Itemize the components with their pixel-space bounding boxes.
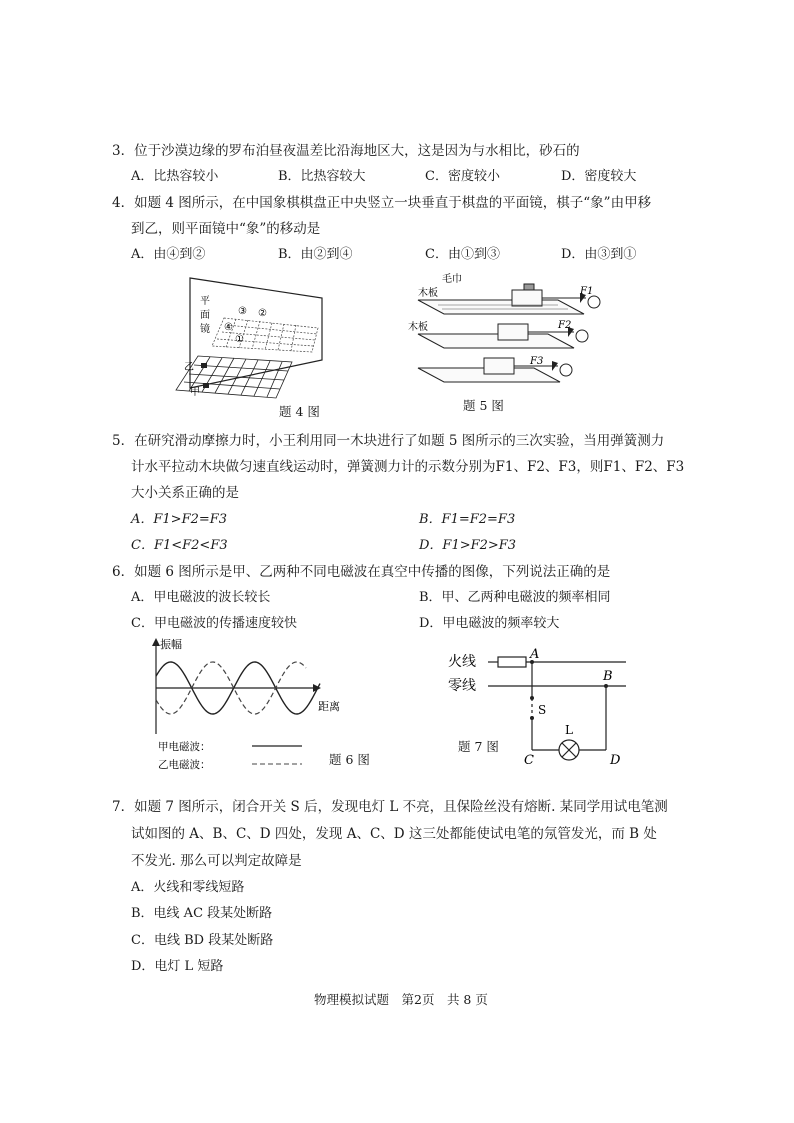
q4-option-b: B．由②到④: [278, 247, 353, 262]
circle-3-label: ③: [238, 306, 247, 317]
label-f1: F1: [580, 286, 594, 297]
q4-stem-line1: 4．如题 4 图所示，在中国象棋棋盘正中央竖立一块垂直于棋盘的平面镜，棋子“象”由甲移: [112, 195, 652, 211]
page-footer: 物理模拟试题 第2页 共 8 页: [314, 992, 488, 1007]
figure-5-friction-setup: [408, 272, 608, 400]
y-axis-label: 振幅: [160, 638, 182, 651]
figure-6-caption: 题 6 图: [329, 752, 370, 767]
q7-option-d: D．电灯 L 短路: [131, 959, 224, 974]
mirror-label-3: 镜: [200, 324, 210, 335]
x-axis-label: 距离: [318, 700, 340, 713]
q7-option-c: C．电线 BD 段某处断路: [131, 933, 274, 948]
q4-option-c: C．由①到③: [425, 247, 500, 262]
mirror-label-1: 平: [200, 296, 210, 307]
q4-option-a: A．由④到②: [131, 247, 206, 262]
label-neutral-wire: 零线: [448, 678, 476, 694]
figure-7-caption: 题 7 图: [458, 739, 499, 754]
weight-1: [524, 284, 534, 290]
circle-1-label: ①: [235, 334, 244, 345]
q6-stem: 6．如题 6 图所示是甲、乙两种不同电磁波在真空中传播的图像，下列说法正确的是: [112, 564, 611, 580]
piece-yi: [201, 363, 207, 368]
block-1: [512, 290, 542, 306]
q7-option-b: B．电线 AC 段某处断路: [131, 906, 273, 921]
label-board-2: 木板: [408, 322, 428, 333]
q4-option-d: D．由③到①: [561, 247, 637, 262]
legend-yi-label: 乙电磁波：: [158, 759, 211, 771]
board-2: [418, 334, 574, 348]
label-jia: 甲: [190, 387, 200, 398]
spring-scale-2: [576, 330, 588, 342]
q3-option-a: A．比热容较小: [131, 169, 219, 184]
q5-option-d: D．F1>F2>F3: [419, 538, 517, 553]
figure-4-caption: 题 4 图: [279, 404, 320, 419]
spring-scale-1: [588, 296, 600, 308]
legend-jia-label: 甲电磁波：: [158, 741, 211, 753]
label-b: B: [603, 669, 613, 684]
q7-stem-line3: 不发光. 那么可以判定故障是: [131, 853, 302, 869]
fuse: [498, 657, 526, 667]
q5-option-a: A．F1>F2=F3: [131, 512, 228, 527]
q5-stem-line2: 计水平拉动木块做匀速直线运动时，弹簧测力计的示数分别为F1、F2、F3，则F1、F2、F3: [131, 459, 685, 475]
label-towel: 毛巾: [442, 274, 462, 285]
q3-option-c: C．密度较小: [425, 169, 500, 184]
label-c: C: [524, 753, 534, 768]
block-2: [498, 324, 528, 340]
q7-stem-line1: 7．如题 7 图所示，闭合开关 S 后，发现电灯 L 不亮，且保险丝没有熔断. 某同学用试电笔测: [112, 799, 668, 815]
q3-stem: 3．位于沙漠边缘的罗布泊昼夜温差比沿海地区大，这是因为与水相比，砂石的: [112, 143, 580, 159]
q4-stem-line2: 到乙，则平面镜中“象”的移动是: [131, 221, 321, 237]
circle-4-label: ④: [224, 322, 233, 333]
figure-4-chessboard-mirror: [172, 270, 352, 415]
board-1: [418, 300, 584, 314]
label-yi: 乙: [184, 362, 194, 373]
q5-option-c: C．F1<F2<F3: [131, 538, 228, 553]
q5-stem-line1: 5．在研究滑动摩擦力时，小王利用同一木块进行了如题 5 图所示的三次实验，当用弹簧测力: [112, 433, 665, 449]
label-f2: F2: [558, 320, 572, 331]
q6-option-d: D．甲电磁波的频率较大: [419, 616, 560, 631]
q7-stem-line2: 试如图的 A、B、C、D 四处，发现 A、C、D 这三处都能使试电笔的氖管发光，而 B 处: [131, 826, 657, 842]
figure-5-caption: 题 5 图: [463, 398, 504, 413]
label-d: D: [610, 753, 621, 768]
label-l: L: [565, 723, 573, 737]
spring-scale-3: [560, 364, 572, 376]
label-board-1: 木板: [418, 288, 438, 299]
label-f3: F3: [530, 356, 544, 367]
q5-option-b: B．F1=F2=F3: [419, 512, 516, 527]
block-3: [484, 358, 514, 374]
q6-option-a: A．甲电磁波的波长较长: [131, 590, 271, 605]
mirror-label-2: 面: [200, 310, 210, 321]
label-a: A: [530, 647, 540, 662]
circle-2-label: ②: [258, 308, 267, 319]
q3-option-d: D．密度较大: [561, 169, 637, 184]
piece-jia: [203, 383, 209, 388]
y-axis-arrow: [152, 638, 160, 646]
q5-stem-line3: 大小关系正确的是: [131, 485, 239, 501]
q6-option-c: C．甲电磁波的传播速度较快: [131, 616, 297, 631]
label-s: S: [538, 703, 547, 717]
q6-option-b: B．甲、乙两种电磁波的频率相同: [419, 590, 611, 605]
q3-option-b: B．比热容较大: [278, 169, 366, 184]
q7-option-a: A．火线和零线短路: [131, 880, 245, 895]
label-live-wire: 火线: [448, 654, 476, 670]
